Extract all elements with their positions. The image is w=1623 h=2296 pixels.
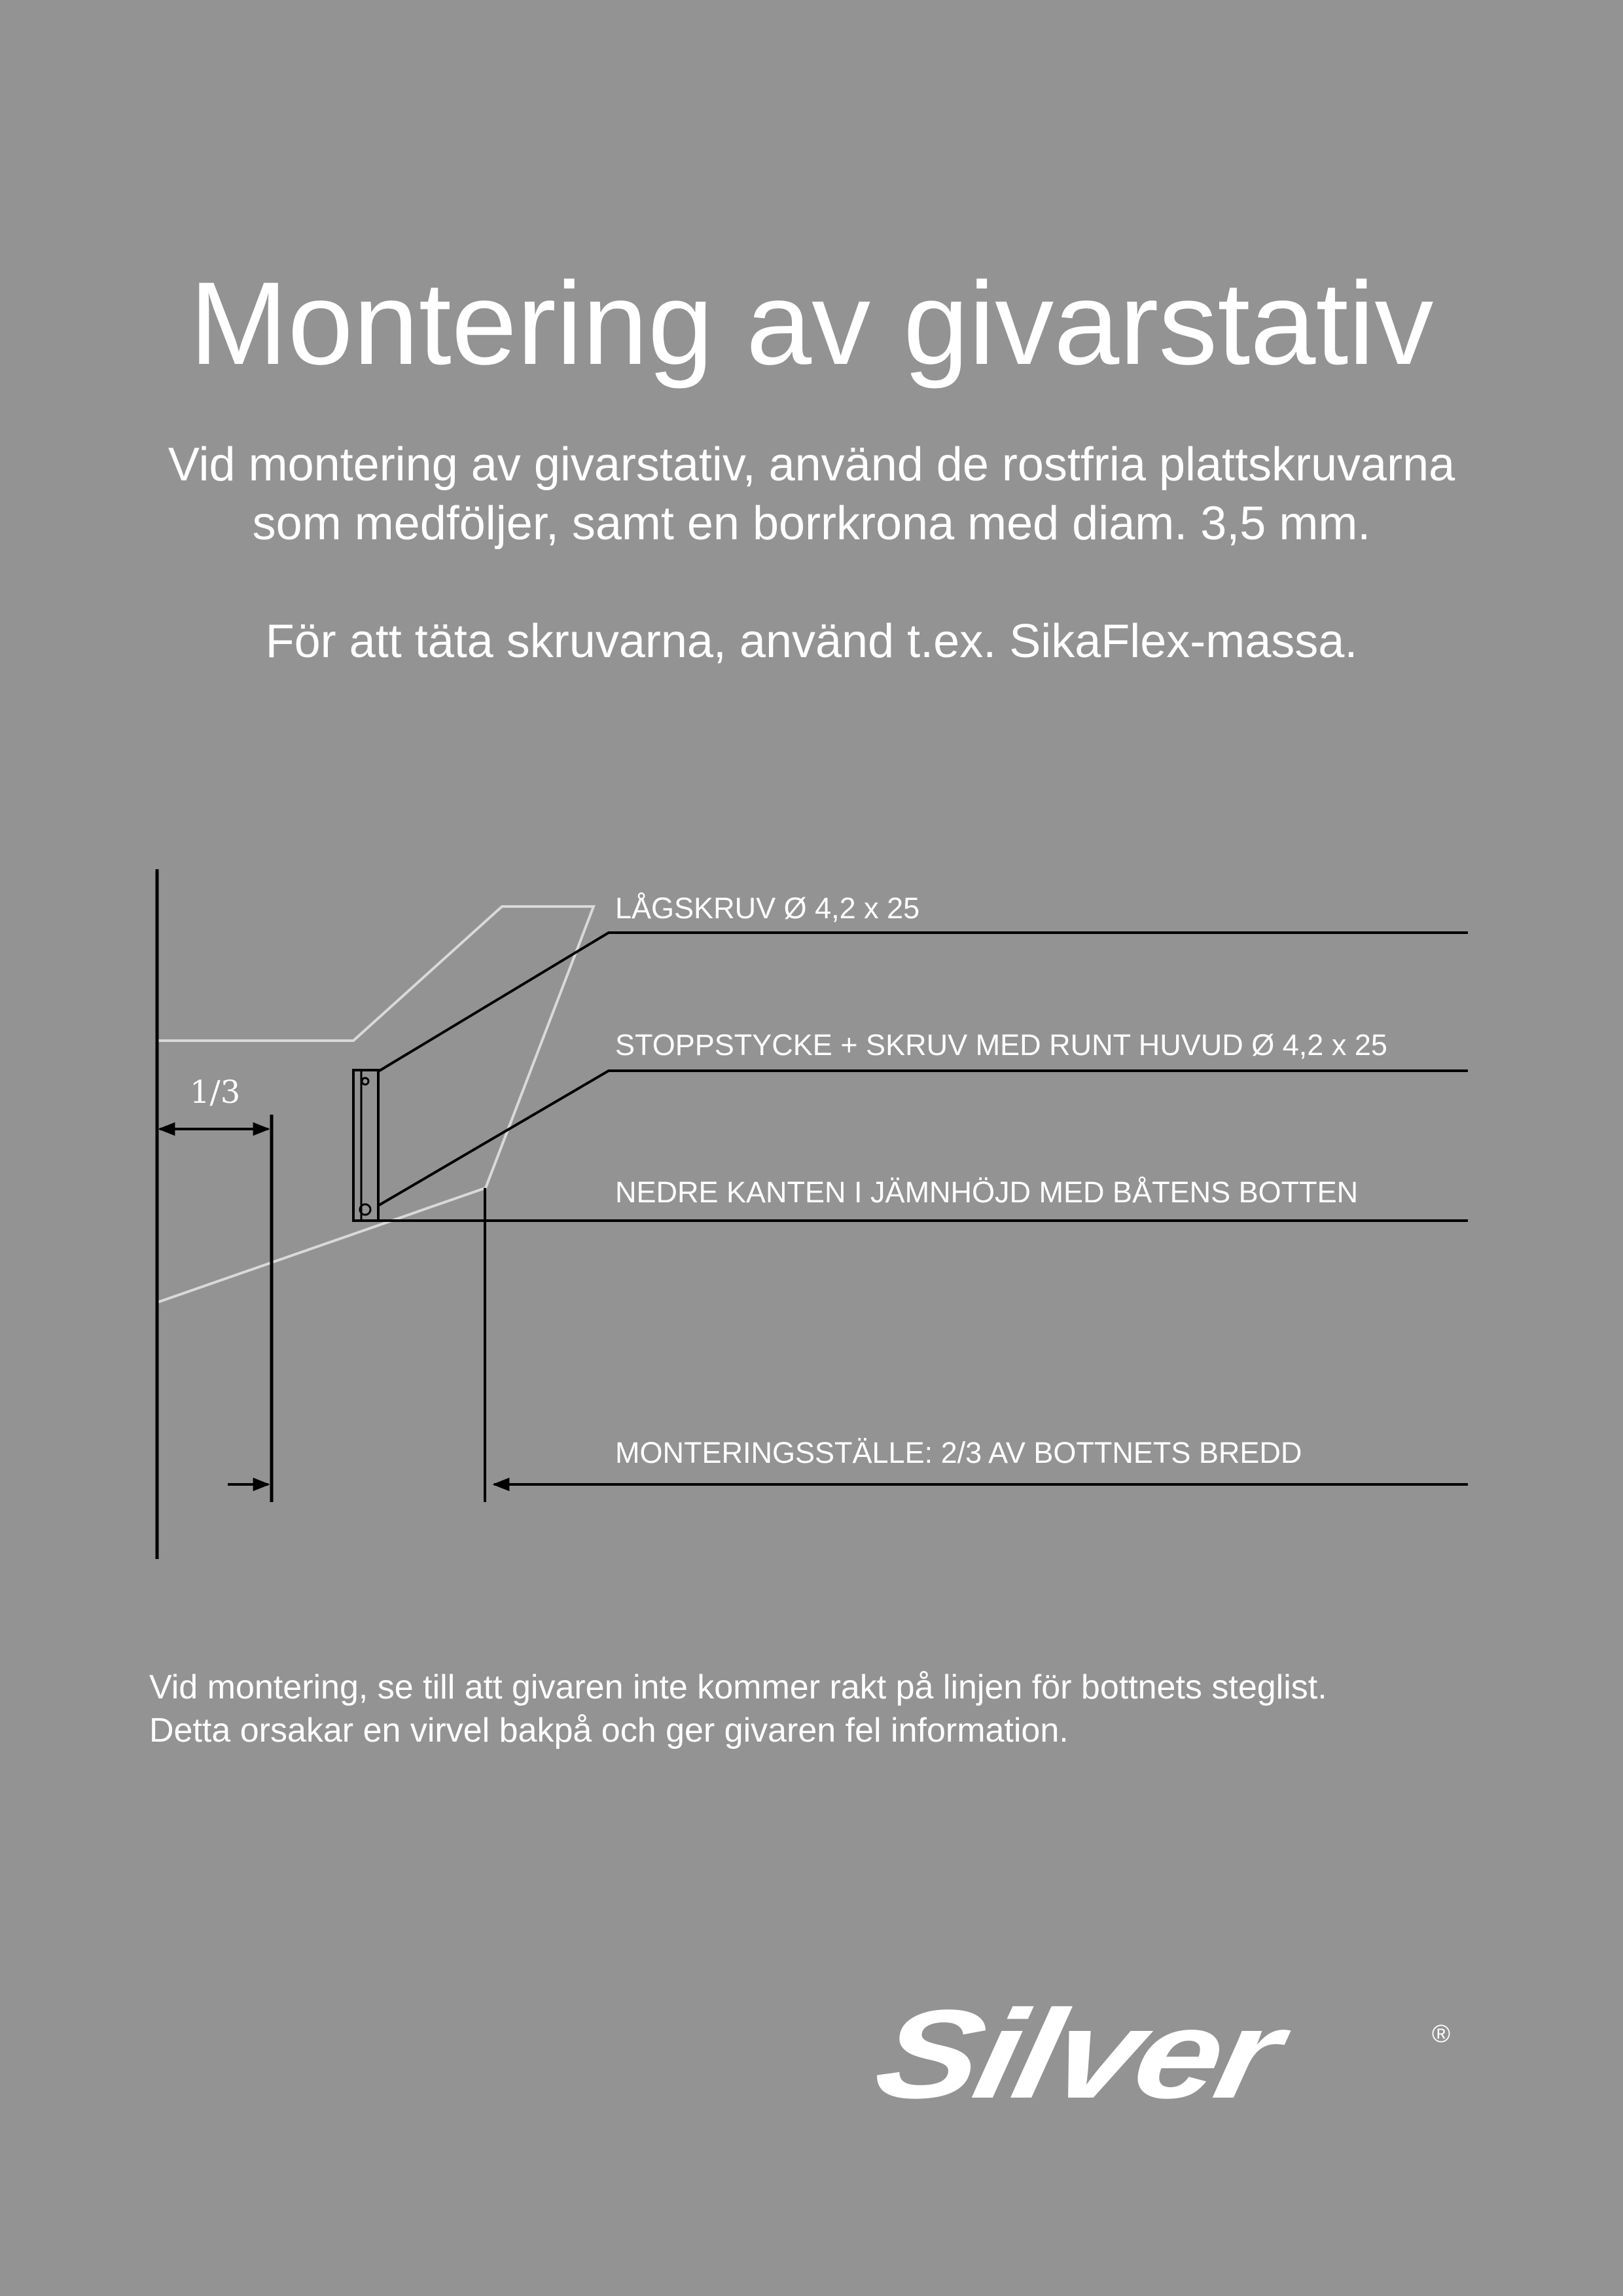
note-line-1: Vid montering, se till att givaren inte kommer rakt på linjen för bottnets steglist. bbox=[149, 1668, 1327, 1706]
screw-label: LÅGSKRUV Ø 4,2 x 25 bbox=[615, 891, 920, 925]
bracket-screw-top bbox=[362, 1078, 368, 1085]
stop-label: STOPPSTYCKE + SKRUV MED RUNT HUVUD Ø 4,2 x 25 bbox=[615, 1028, 1387, 1062]
transducer-bracket bbox=[353, 1070, 378, 1221]
sealing-instruction: För att täta skruvarna, använd t.ex. SikaFlex-massa. bbox=[265, 615, 1358, 668]
lower-edge-label: NEDRE KANTEN I JÄMNHÖJD MED BÅTENS BOTTEN bbox=[615, 1175, 1359, 1209]
page-title: Montering av givarstativ bbox=[189, 258, 1434, 389]
registered-mark: ® bbox=[1432, 2020, 1450, 2048]
mounting-label: MONTERINGSSTÄLLE: 2/3 AV BOTTNETS BREDD bbox=[615, 1436, 1302, 1469]
warning-note bbox=[149, 1666, 1327, 1752]
intro-line-2: som medföljer, samt en borrkrona med diam. 3,5 mm. bbox=[252, 497, 1371, 550]
one-third-label: 1/3 bbox=[190, 1074, 241, 1111]
note-line-2: Detta orsakar en virvel bakpå och ger givaren fel information. bbox=[149, 1712, 1069, 1749]
silver-logo: Silver bbox=[865, 1983, 1291, 2125]
intro-line-1: Vid montering av givarstativ, använd de rostfria plattskruvarna bbox=[168, 439, 1455, 491]
